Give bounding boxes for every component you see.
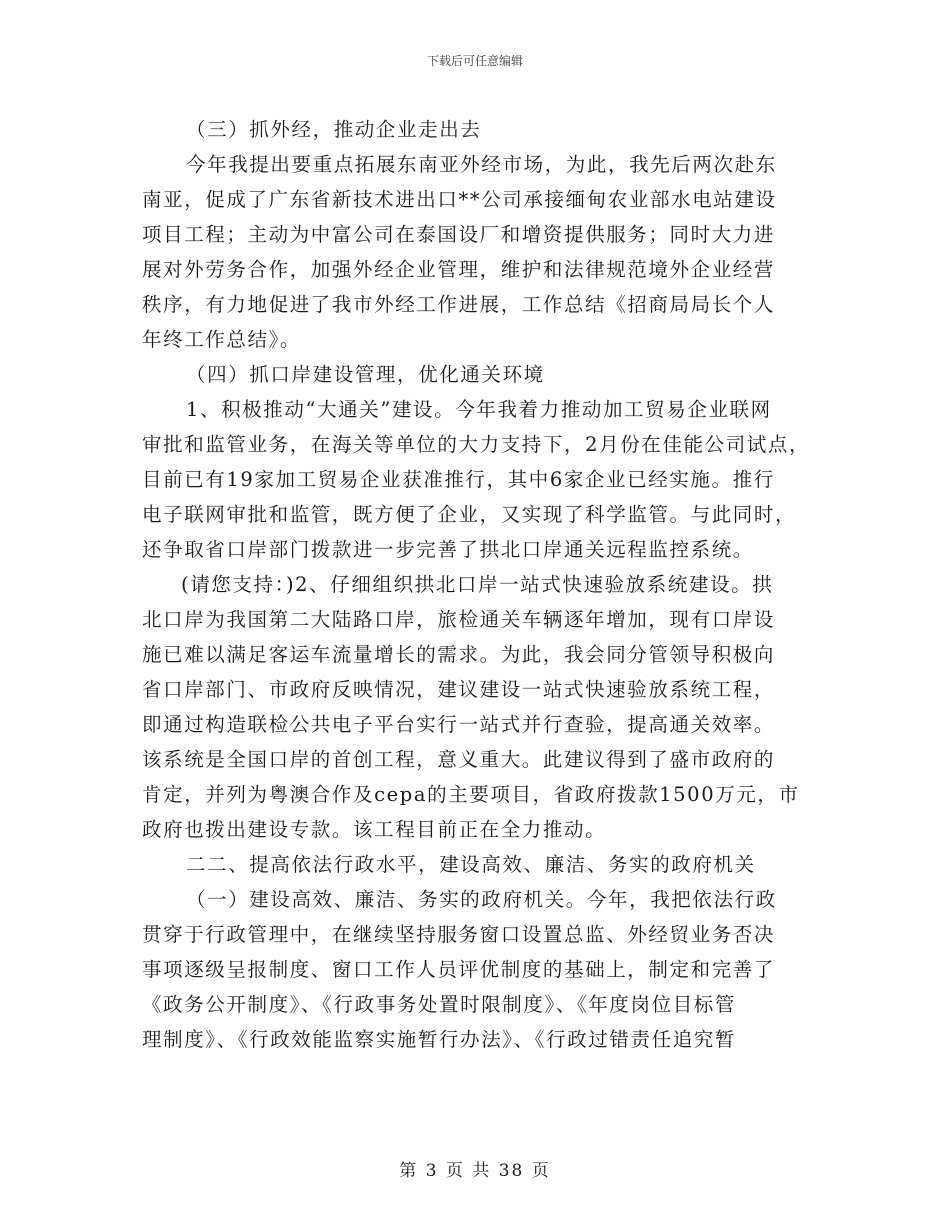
paragraph-line: 事项逐级呈报制度、窗口工作人员评优制度的基础上，制定和完善了 xyxy=(142,958,776,981)
document-body xyxy=(142,112,814,1057)
paragraph-line: 目前已有19家加工贸易企业获准推行，其中6家企业已经实施。推行 xyxy=(142,468,775,491)
paragraph-line: 秩序，有力地促进了我市外经工作进展，工作总结《招商局局长个人 xyxy=(142,293,776,316)
paragraph-line: 贯穿于行政管理中，在继续坚持服务窗口设置总监、外经贸业务否决 xyxy=(142,923,776,946)
paragraph-line: 即通过构造联检公共电子平台实行一站式并行查验，提高通关效率。 xyxy=(142,713,776,736)
section-heading: （三）抓外经，推动企业走出去 xyxy=(186,118,482,141)
paragraph-line: 审批和监管业务，在海关等单位的大力支持下，2月份在佳能公司试点， xyxy=(142,433,811,456)
paragraph-line: 年终工作总结》。 xyxy=(142,328,302,351)
section-heading: （四）抓口岸建设管理，优化通关环境 xyxy=(186,363,545,386)
paragraph-line: 省口岸部门、市政府反映情况，建议建设一站式快速验放系统工程， xyxy=(142,678,776,701)
paragraph-line: 1、积极推动“大通关”建设。今年我着力推动加工贸易企业联网 xyxy=(186,398,772,421)
paragraph-line: 肯定，并列为粤澳合作及cepa的主要项目，省政府拨款1500万元，市 xyxy=(142,783,800,806)
paragraph-line: 还争取省口岸部门拨款进一步完善了拱北口岸通关远程监控系统。 xyxy=(142,538,754,561)
paragraph-line: 施已难以满足客运车流量增长的需求。为此，我会同分管领导积极向 xyxy=(142,643,776,666)
section-heading: 二二、提高依法行政水平，建设高效、廉洁、务实的政府机关 xyxy=(186,853,756,876)
page-header: 下载后可任意编辑 xyxy=(426,54,523,68)
paragraph-line: 政府也拨出建设专款。该工程目前正在全力推动。 xyxy=(142,818,607,841)
paragraph-line: （一）建设高效、廉洁、务实的政府机关。今年，我把依法行政 xyxy=(186,888,777,911)
paragraph-line: 理制度》、《行政效能监察实施暂行办法》、《行政过错责任追究暂 xyxy=(142,1028,737,1051)
paragraph-line: 项目工程；主动为中富公司在泰国设厂和增资提供服务；同时大力进 xyxy=(142,223,776,246)
paragraph-line: 南亚，促成了广东省新技术进出口**公司承接缅甸农业部水电站建设 xyxy=(142,188,777,211)
paragraph-line: 今年我提出要重点拓展东南亚外经市场，为此，我先后两次赴东 xyxy=(186,153,777,176)
paragraph-line: 北口岸为我国第二大陆路口岸，旅检通关车辆逐年增加，现有口岸设 xyxy=(142,608,776,631)
paragraph-line: 该系统是全国口岸的首创工程，意义重大。此建议得到了盛市政府的 xyxy=(142,748,776,771)
page-footer: 第 3 页 共 38 页 xyxy=(399,1161,551,1181)
paragraph-line: (请您支持：)2、仔细组织拱北口岸一站式快速验放系统建设。拱 xyxy=(181,573,774,596)
paragraph-line: 《政务公开制度》、《行政事务处置时限制度》、《年度岗位目标管 xyxy=(142,993,737,1016)
paragraph-line: 电子联网审批和监管，既方便了企业，又实现了科学监管。与此同时， xyxy=(142,503,797,526)
paragraph-line: 展对外劳务合作，加强外经企业管理，维护和法律规范境外企业经营 xyxy=(142,258,776,281)
